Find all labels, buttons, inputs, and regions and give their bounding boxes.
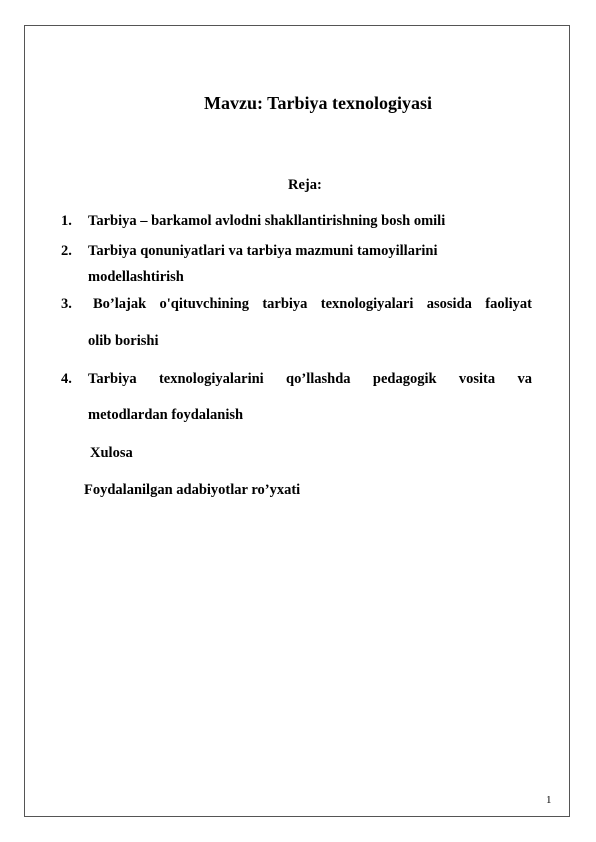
word: texnologiyalari	[320, 296, 414, 312]
document-title: Mavzu: Tarbiya texnologiyasi	[203, 93, 432, 113]
word: tarbiya	[262, 296, 308, 312]
list-item-1-text: Tarbiya – barkamol avlodni shakllantirishning bosh omili	[88, 213, 446, 229]
word: o'qituvchining	[159, 296, 249, 312]
list-item-4-continuation: metodlardan foydalanish	[88, 407, 244, 423]
list-item-4-text	[88, 371, 532, 388]
word: va	[517, 371, 532, 387]
word: asosida	[426, 296, 472, 312]
word: faoliyat	[485, 296, 532, 312]
word: vosita	[458, 371, 496, 387]
word: Tarbiya	[88, 371, 137, 387]
page-number: 1	[546, 794, 552, 806]
list-item-3-text	[93, 296, 532, 313]
list-item-3-number: 3.	[61, 296, 72, 312]
word: texnologiyalarini	[158, 371, 264, 387]
list-item-2-number: 2.	[61, 243, 72, 259]
list-item-2-text: Tarbiya qonuniyatlari va tarbiya mazmuni tamoyillarini	[88, 243, 438, 259]
word: Bo’lajak	[93, 296, 147, 312]
list-item-4-number: 4.	[61, 371, 72, 387]
list-item-2-continuation: modellashtirish	[88, 269, 184, 285]
list-item-3-continuation: olib borishi	[88, 333, 159, 349]
list-item-1-number: 1.	[61, 213, 72, 229]
word: pedagogik	[372, 371, 437, 387]
references: Foydalanilgan adabiyotlar ro’yxati	[84, 482, 301, 498]
plan-heading: Reja:	[288, 177, 322, 193]
conclusion: Xulosa	[90, 445, 133, 461]
word: qo’llashda	[286, 371, 351, 387]
